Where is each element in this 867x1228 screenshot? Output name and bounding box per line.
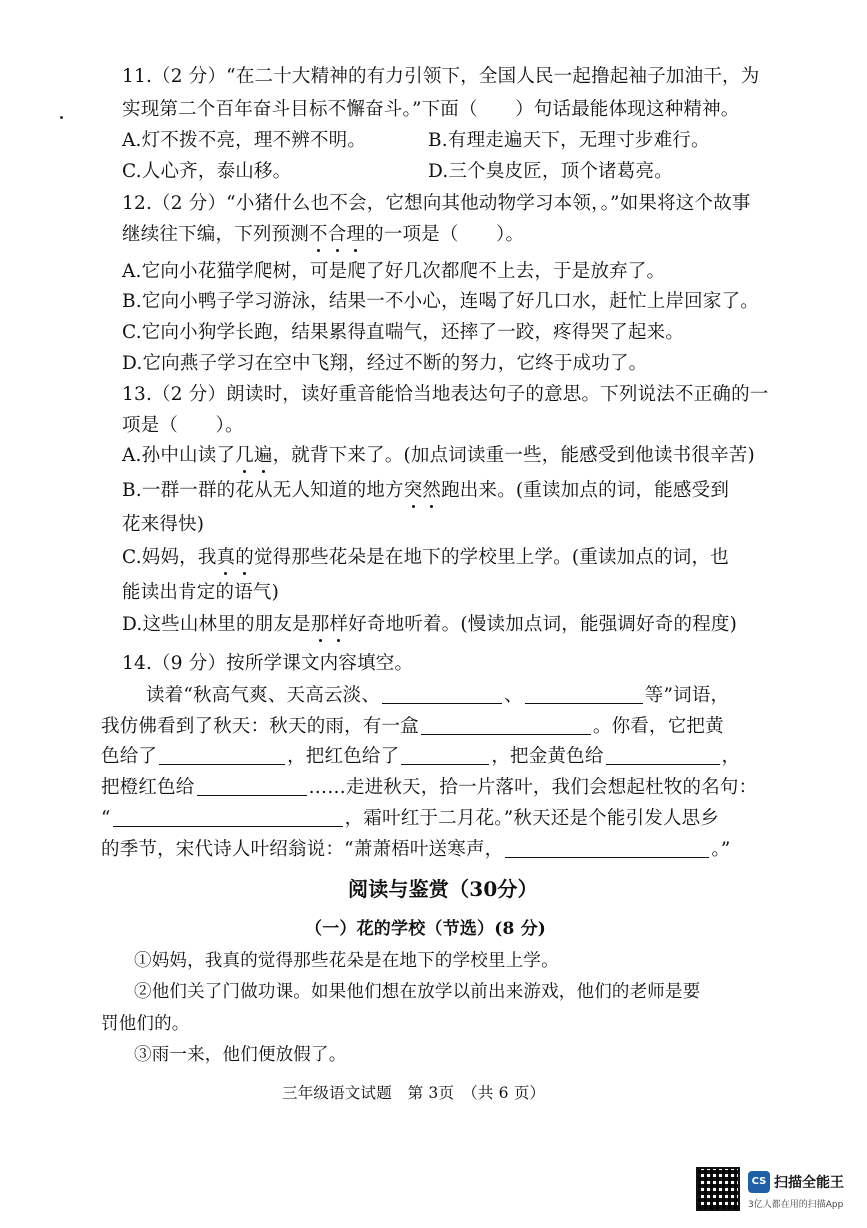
- q12-option-a: A.它向小花猫学爬树，可是爬了好几次都爬不上去，于是放弃了。: [122, 261, 666, 282]
- fill-text: “: [101, 808, 111, 829]
- fill-text: 我仿佛看到了秋天：秋天的雨，有一盒: [101, 716, 419, 737]
- answer-blank[interactable]: [401, 746, 489, 765]
- emphasis-char: 那: [310, 614, 330, 635]
- q14-fill-line2: [101, 714, 724, 740]
- scan-speck: [60, 116, 63, 119]
- emphasis-char: 遍: [253, 445, 273, 466]
- q13-option-b: [122, 478, 729, 504]
- page-footer: 三年级语文试题 第 3页 （共 6 页）: [282, 1084, 546, 1102]
- fill-text: 。”: [711, 839, 731, 860]
- q13-option-c: [122, 545, 729, 571]
- emphasis-char: 突: [403, 480, 423, 501]
- q13-option-c-text: 觉得那些花朵是在地下的学校里上学。(重读加点的词，也: [253, 547, 729, 568]
- scanner-watermark: [696, 1167, 856, 1217]
- answer-blank[interactable]: [113, 808, 343, 827]
- emphasis-char: 理: [346, 224, 366, 245]
- fill-text: 、: [504, 685, 523, 706]
- q12-line2-text: 继续往下编，下列预测: [122, 224, 310, 245]
- passage-para-1: ①妈妈，我真的觉得那些花朵是在地下的学校里上学。: [134, 951, 559, 971]
- q13-option-d-text: 好奇地听着。(慢读加点词，能强调好奇的程度): [348, 614, 738, 635]
- q11-line2: 实现第二个百年奋斗目标不懈奋斗。”下面（ ）句话最能体现这种精神。: [122, 99, 740, 120]
- q13-option-a-text: ，就背下来了。(加点词读重一些，能感受到他读书很辛苦): [272, 445, 755, 466]
- q14-fill-line1: [146, 683, 729, 709]
- qr-code-icon: [696, 1167, 740, 1211]
- q13-option-b-text: 跑出来。(重读加点的词，能感受到: [441, 480, 730, 501]
- fill-text: ……走进秋天，拾一片落叶，我们会想起杜牧的名句：: [308, 777, 758, 798]
- answer-blank[interactable]: [382, 685, 502, 704]
- scanner-tagline: 3亿人都在用的扫描App: [748, 1200, 844, 1210]
- scanner-app-name: 扫描全能王: [774, 1175, 844, 1191]
- q13-option-c-cont: 能读出肯定的语气): [122, 582, 280, 603]
- answer-blank[interactable]: [159, 746, 285, 765]
- answer-blank[interactable]: [505, 839, 709, 858]
- q13-option-d: [122, 612, 737, 638]
- fill-text: ，霜叶红于二月花。”秋天还是个能引发人思乡: [344, 808, 720, 829]
- passage-title: （一）花的学校（节选）(8 分): [305, 919, 547, 939]
- q13-option-d-text: D.这些山林里的朋友是: [122, 614, 311, 635]
- camscanner-logo-icon: CS: [748, 1171, 770, 1193]
- q13-option-a-text: A.孙中山读了: [122, 445, 236, 466]
- fill-text: 读着“秋高气爽、天高云淡、: [146, 685, 381, 706]
- q12-option-b: B.它向小鸭子学习游泳，结果一不小心，连喝了好几口水，赶忙上岸回家了。: [122, 291, 759, 312]
- fill-text: 等”词语，: [644, 685, 730, 706]
- fill-text: ，把红色给了: [287, 746, 400, 767]
- q14-fill-line6: [101, 837, 730, 863]
- emphasis-char: 的: [235, 547, 254, 568]
- q13-line2: 项是（ ）。: [122, 415, 244, 436]
- q12-option-d: D.它向燕子学习在空中飞翔，经过不断的努力，它终于成功了。: [122, 353, 648, 374]
- q12-line2-text: 的一项是（ ）。: [365, 224, 525, 245]
- q13-option-b-text: B.一群一群的花从无人知道的地方: [122, 480, 404, 501]
- answer-blank[interactable]: [197, 777, 307, 796]
- q13-option-c-text: C.妈妈，我: [122, 547, 217, 568]
- q12-line1: 12.（2 分）“小猪什么也不会，它想向其他动物学习本领，。”如果将这个故事: [122, 193, 751, 214]
- emphasis-char: 不: [309, 224, 328, 245]
- q11-option-a: A.灯不拨不亮，理不辨不明。: [122, 130, 367, 151]
- q11-line1: 11.（2 分）“在二十大精神的有力引领下，全国人民一起撸起袖子加油干，为: [122, 66, 760, 87]
- answer-blank[interactable]: [525, 685, 643, 704]
- passage-para-3: ③雨一来，他们便放假了。: [134, 1045, 347, 1065]
- fill-text: 色给了: [101, 746, 158, 767]
- section-title: 阅读与鉴赏（30分）: [348, 877, 538, 901]
- emphasis-char: 样: [329, 614, 349, 635]
- fill-text: ，把金黄色给: [491, 746, 604, 767]
- emphasis-char: 然: [422, 480, 442, 501]
- q14-fill-line4: [101, 775, 757, 801]
- passage-para-2: ②他们关了门做功课。如果他们想在放学以前出来游戏，他们的老师是要: [134, 982, 701, 1002]
- emphasis-char: 真: [216, 547, 236, 568]
- q11-option-c: C.人心齐，泰山移。: [122, 161, 292, 182]
- emphasis-char: 合: [327, 224, 347, 245]
- fill-text: 的季节，宋代诗人叶绍翁说：“萧萧梧叶送寒声，: [101, 839, 504, 860]
- q11-option-b: B.有理走遍天下，无理寸步难行。: [428, 130, 710, 151]
- q12-line2: [122, 222, 524, 248]
- fill-text: ，: [721, 746, 741, 767]
- q14-fill-line3: [101, 744, 740, 770]
- answer-blank[interactable]: [421, 716, 591, 735]
- q13-line1: 13.（2 分）朗读时，读好重音能恰当地表达句子的意思。下列说法不正确的一: [122, 384, 769, 405]
- q13-option-a: [122, 443, 755, 469]
- q14-fill-line5: [101, 806, 719, 832]
- answer-blank[interactable]: [606, 746, 720, 765]
- fill-text: 。你看，它把黄: [592, 716, 724, 737]
- q14-line1: 14.（9 分）按所学课文内容填空。: [122, 653, 414, 674]
- fill-text: 把橙红色给: [101, 777, 195, 798]
- q11-option-d: D.三个臭皮匠，顶个诸葛亮。: [428, 161, 673, 182]
- q13-option-b-cont: 花来得快): [122, 514, 205, 535]
- passage-para-2-cont: 罚他们的。: [101, 1014, 190, 1034]
- emphasis-char: 几: [235, 445, 254, 466]
- q12-option-c: C.它向小狗学长跑，结果累得直喘气，还摔了一跤，疼得哭了起来。: [122, 322, 685, 343]
